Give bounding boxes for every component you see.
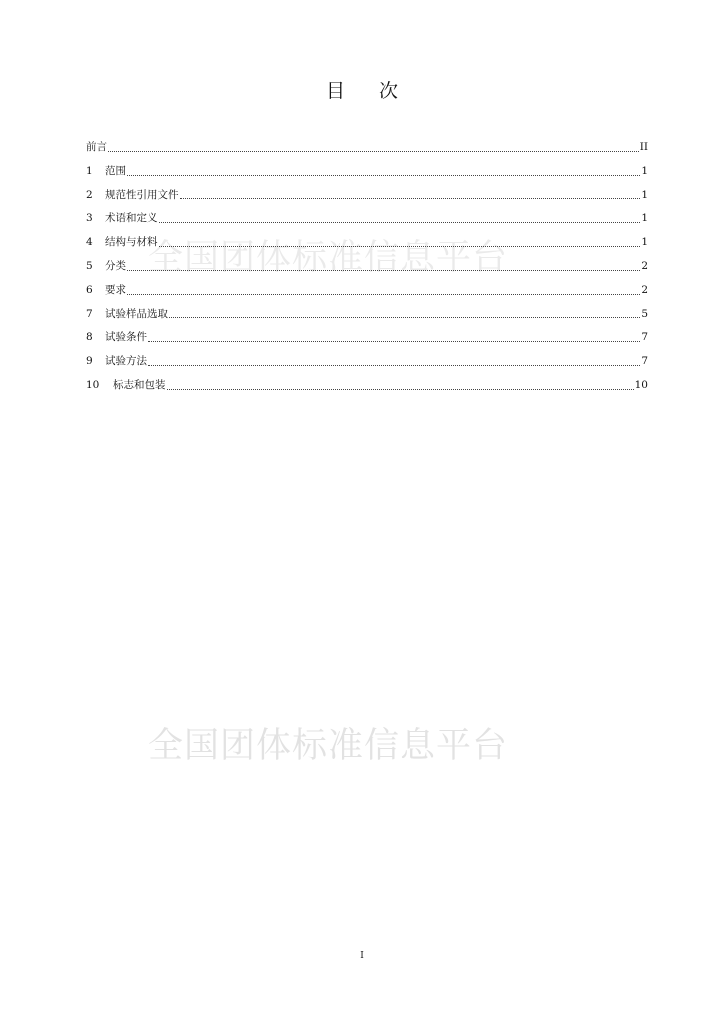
toc-label: 范围 [105, 164, 126, 177]
toc-label: 试验样品选取 [105, 307, 168, 320]
toc-label: 标志和包装 [113, 378, 166, 391]
toc-entry-terms[interactable] [86, 208, 648, 232]
toc-label: 要求 [105, 283, 126, 296]
toc-page-number: 5 [641, 307, 648, 320]
toc-entry-classification[interactable] [86, 256, 648, 280]
toc-leader-dots [167, 388, 634, 390]
toc-page-number: 1 [641, 236, 648, 249]
toc-page-number: 7 [641, 331, 648, 344]
toc-entry-structure[interactable] [86, 232, 648, 256]
toc-label: 规范性引用文件 [105, 188, 179, 201]
toc-entry-test-conditions[interactable] [86, 327, 648, 351]
watermark-text: 全国团体标准信息平台 [148, 726, 509, 766]
toc-label: 术语和定义 [105, 212, 158, 225]
toc-entry-marking-packaging[interactable] [86, 375, 648, 399]
toc-section-number: 5 [86, 259, 93, 272]
toc-section-number: 1 [86, 164, 93, 177]
toc-leader-dots [127, 269, 640, 271]
toc-section-number: 8 [86, 331, 93, 344]
toc-page-number: 1 [641, 164, 648, 177]
toc-entry-scope[interactable] [86, 161, 648, 185]
toc-label: 试验方法 [105, 355, 147, 368]
toc-label: 试验条件 [105, 331, 147, 344]
page-number: I [360, 951, 364, 961]
toc-entry-normative-references[interactable] [86, 185, 648, 209]
toc-entry-requirements[interactable] [86, 280, 648, 304]
toc-entry-sampling[interactable] [86, 304, 648, 328]
toc-section-number: 3 [86, 212, 93, 225]
toc-section-number: 6 [86, 283, 93, 296]
toc-section-number: 4 [86, 236, 93, 249]
toc-section-number: 10 [86, 378, 100, 391]
toc-section-number: 2 [86, 188, 93, 201]
toc-entry-foreword[interactable] [86, 137, 648, 161]
toc-label: 前言 [86, 141, 107, 153]
toc-leader-dots [148, 340, 640, 342]
toc-label: 分类 [105, 259, 126, 272]
toc-page-number: 10 [634, 378, 648, 391]
toc-leader-dots [108, 150, 639, 152]
toc-leader-dots [180, 197, 641, 199]
watermark-text: 全国团体标准信息平台 [148, 238, 509, 278]
toc-leader-dots [127, 174, 640, 176]
toc-page-number: 2 [641, 259, 648, 272]
toc-label: 结构与材料 [105, 236, 158, 249]
toc-page-number: II [639, 141, 648, 153]
toc-leader-dots [159, 221, 641, 223]
toc-leader-dots [159, 245, 641, 247]
toc-leader-dots [148, 364, 640, 366]
toc-page-number: 1 [641, 188, 648, 201]
title-char: 次 [379, 80, 399, 102]
page-title [0, 76, 724, 103]
toc-page-number: 2 [641, 283, 648, 296]
toc-leader-dots [169, 316, 640, 318]
toc-section-number: 9 [86, 355, 93, 368]
toc-page-number: 7 [641, 355, 648, 368]
toc-section-number: 7 [86, 307, 93, 320]
toc-leader-dots [127, 293, 640, 295]
toc-page-number: 1 [641, 212, 648, 225]
title-char: 目 [325, 80, 345, 102]
toc-entry-test-methods[interactable] [86, 351, 648, 375]
table-of-contents [86, 137, 648, 399]
